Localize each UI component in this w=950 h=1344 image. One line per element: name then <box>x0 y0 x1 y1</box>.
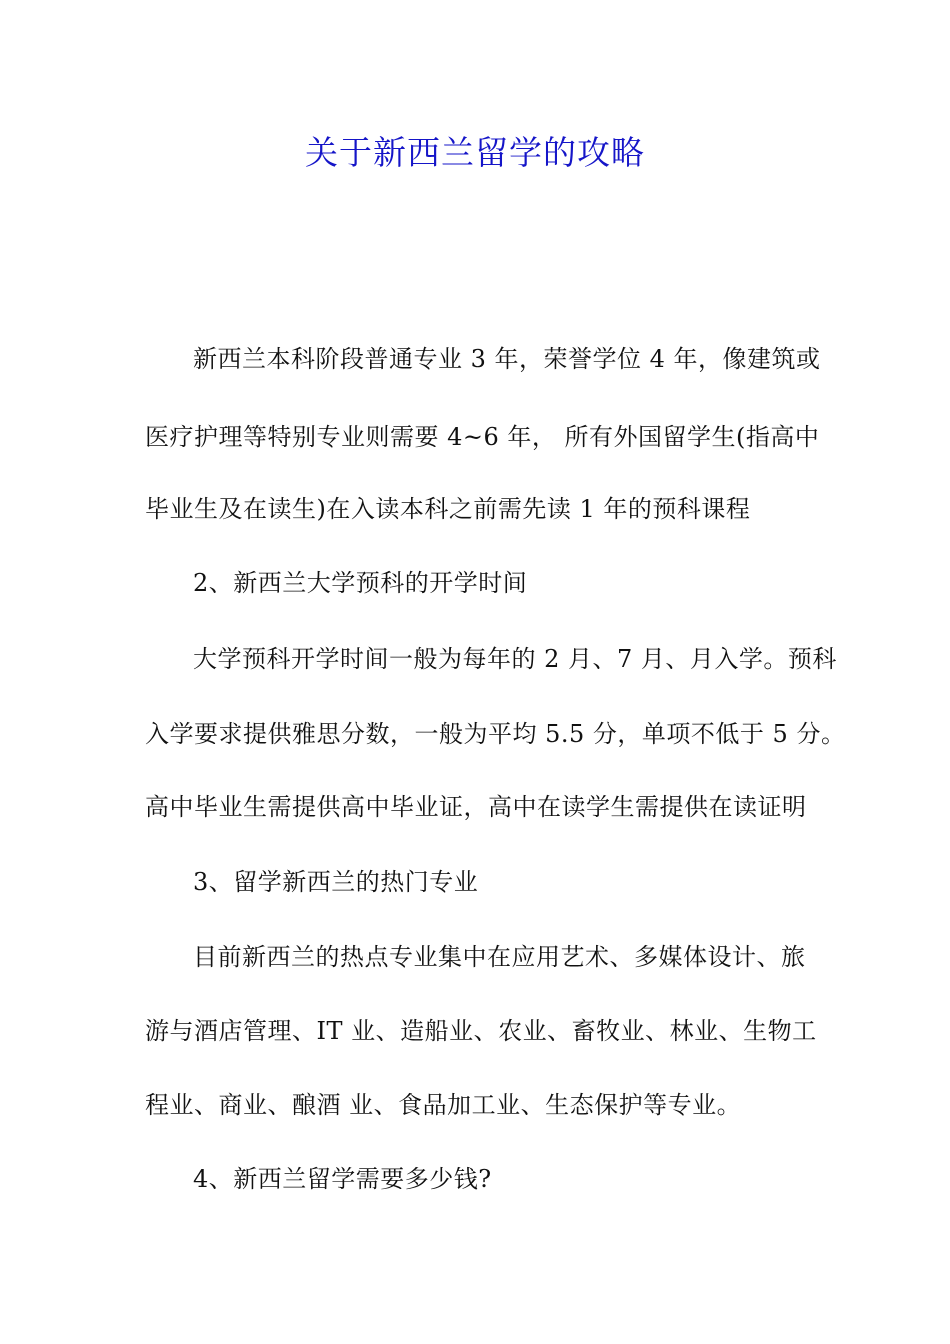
section-heading-3: 3、留学新西兰的热门专业 <box>193 868 479 896</box>
paragraph-1-line-1: 新西兰本科阶段普通专业 3 年，荣誉学位 4 年，像建筑或 <box>193 345 821 373</box>
paragraph-2-line-2: 入学要求提供雅思分数，一般为平均 5.5 分，单项不低于 5 分。 <box>145 720 846 748</box>
document-title: 关于新西兰留学的攻略 <box>305 133 645 172</box>
paragraph-2-line-1: 大学预科开学时间一般为每年的 2 月、7 月、月入学。预科 <box>193 645 837 673</box>
paragraph-2-line-3: 高中毕业生需提供高中毕业证，高中在读学生需提供在读证明 <box>145 793 807 821</box>
section-heading-2: 2、新西兰大学预科的开学时间 <box>193 569 528 597</box>
paragraph-3-line-3: 程业、商业、酿酒 业、食品加工业、生态保护等专业。 <box>145 1091 742 1119</box>
paragraph-3-line-1: 目前新西兰的热点专业集中在应用艺术、多媒体设计、旅 <box>193 943 806 971</box>
paragraph-1-line-2: 医疗护理等特别专业则需要 4~6 年， 所有外国留学生(指高中 <box>145 423 820 451</box>
paragraph-3-line-2: 游与酒店管理、IT 业、造船业、农业、畜牧业、林业、生物工 <box>145 1017 817 1045</box>
section-heading-4: 4、新西兰留学需要多少钱? <box>193 1165 492 1193</box>
paragraph-1-line-3: 毕业生及在读生)在入读本科之前需先读 1 年的预科课程 <box>145 495 751 523</box>
